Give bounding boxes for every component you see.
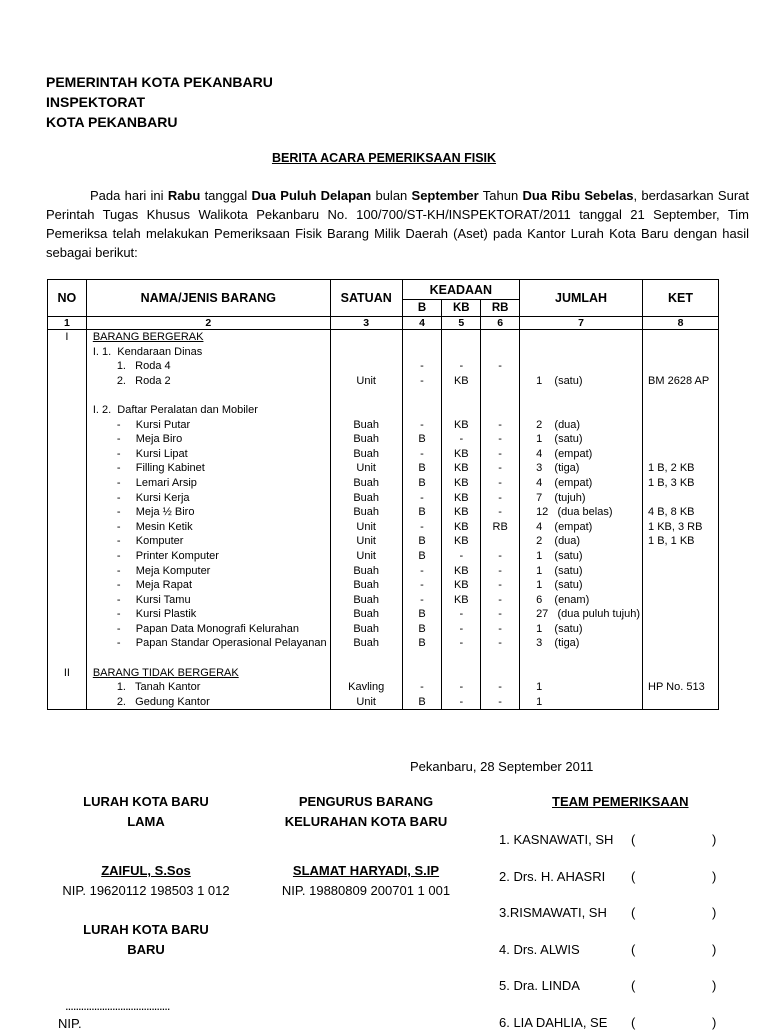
cell-name: BARANG BERGERAK: [92, 331, 204, 343]
cell-jumlah: 3 (tiga): [536, 637, 580, 650]
cell-kb: KB: [453, 579, 469, 592]
cell-kb: -: [459, 695, 464, 708]
signature-paren-open: (: [631, 905, 636, 921]
signature-blank-line: ........................................: [65, 998, 170, 1013]
table-body-row: [48, 330, 719, 710]
cell-b: [403, 345, 442, 360]
cell-ket: [643, 666, 718, 681]
cell-satuan: [331, 651, 402, 666]
cell-no: [48, 388, 86, 403]
cell-rb: RB: [492, 520, 508, 533]
column-jumlah: [520, 330, 643, 710]
cell-rb: -: [498, 549, 502, 562]
column-number-row: [48, 317, 719, 330]
cell-b: [403, 666, 442, 681]
cell-name: - Kursi Tamu: [116, 593, 191, 606]
cell-b: B: [418, 695, 426, 708]
cell-no: [48, 491, 86, 506]
letterhead: [46, 72, 273, 132]
team-member: [499, 832, 729, 852]
cell-b: B: [418, 549, 426, 562]
signature-nip: NIP. 19620112 198503 1 012: [62, 883, 230, 898]
signature-lurah-baru: [46, 920, 246, 960]
cell-ket: [643, 432, 718, 447]
column-no: [48, 330, 87, 710]
cell-satuan: Buah: [353, 491, 380, 504]
cell-name: - Meja Rapat: [116, 579, 193, 592]
cell-name: - Mesin Ketik: [116, 520, 193, 533]
signature-lurah-lama: [46, 792, 246, 901]
cell-no: [48, 534, 86, 549]
cell-b: B: [418, 608, 426, 621]
cell-jumlah: 1 (satu): [536, 374, 583, 387]
signature-paren-close: ): [712, 905, 717, 921]
cell-no: I: [65, 331, 69, 343]
cell-ket: [643, 403, 718, 418]
cell-kb: KB: [453, 564, 469, 577]
cell-satuan: Buah: [353, 447, 380, 460]
cell-name: - Lemari Arsip: [116, 476, 197, 489]
cell-jumlah: 1: [536, 695, 543, 708]
cell-kb: [442, 666, 480, 681]
cell-ket: [643, 636, 718, 651]
cell-satuan: Buah: [353, 637, 380, 650]
signature-paren-close: ): [712, 868, 717, 884]
cell-no: [48, 403, 86, 418]
intro-day: Rabu: [167, 188, 201, 203]
cell-kb: KB: [453, 535, 469, 548]
cell-ket: [643, 359, 718, 374]
cell-satuan: Buah: [353, 622, 380, 635]
cell-ket: [643, 593, 718, 608]
cell-b: B: [418, 433, 426, 446]
signature-title: BARU: [127, 942, 165, 957]
signature-paren-open: (: [631, 1015, 636, 1030]
cell-b: -: [420, 491, 424, 504]
cell-no: [48, 374, 86, 389]
cell-rb: [481, 651, 519, 666]
cell-rb: -: [498, 506, 502, 519]
cell-rb: -: [498, 579, 502, 592]
cell-ket: 1 B, 1 KB: [648, 535, 695, 548]
signature-title: PENGURUS BARANG: [298, 794, 434, 809]
cell-kb: KB: [453, 593, 469, 606]
signature-nip: NIP. 19880809 200701 1 001: [281, 883, 451, 898]
cell-name: I. 2. Daftar Peralatan dan Mobiler: [92, 403, 258, 416]
cell-ket: [643, 549, 718, 564]
cell-name: - Papan Standar Operasional Pelayanan: [116, 637, 327, 650]
cell-satuan: [331, 345, 402, 360]
cell-jumlah: [520, 651, 642, 666]
cell-jumlah: [520, 345, 642, 360]
cell-jumlah: [520, 403, 642, 418]
cell-ket: [643, 564, 718, 579]
cell-b: B: [418, 535, 426, 548]
intro-text: Pada hari ini: [90, 188, 168, 203]
cell-ket: [643, 345, 718, 360]
cell-satuan: Buah: [353, 608, 380, 621]
cell-name: [87, 651, 330, 666]
signature-title: LURAH KOTA BARU: [83, 794, 209, 809]
signature-name: ZAIFUL, S.Sos: [101, 863, 191, 878]
cell-satuan: [331, 359, 402, 374]
cell-kb: -: [459, 637, 464, 650]
cell-name: - Kursi Plastik: [116, 608, 197, 621]
cell-jumlah: 2 (dua): [536, 418, 581, 431]
signature-pengurus-barang: [261, 792, 471, 901]
team-member-name: 1. KASNAWATI, SH: [499, 832, 614, 847]
cell-name: [87, 388, 330, 403]
cell-jumlah: 12 (dua belas): [536, 506, 613, 519]
cell-rb: -: [498, 476, 502, 489]
cell-rb: -: [498, 622, 502, 635]
cell-b: -: [420, 374, 424, 387]
cell-name: - Meja Biro: [116, 433, 183, 446]
cell-satuan: Unit: [356, 695, 376, 708]
cell-ket: [643, 330, 718, 345]
signature-paren-open: (: [631, 868, 636, 884]
document-title: BERITA ACARA PEMERIKSAAN FISIK: [271, 151, 497, 165]
cell-rb: -: [498, 593, 502, 606]
cell-kb: KB: [453, 520, 469, 533]
cell-satuan: Buah: [353, 593, 380, 606]
cell-kb: [442, 330, 480, 345]
cell-ket: HP No. 513: [648, 681, 705, 694]
cell-satuan: [331, 330, 402, 345]
cell-kb: [442, 403, 480, 418]
signature-paren-open: (: [631, 978, 636, 994]
cell-kb: KB: [453, 491, 469, 504]
cell-rb: [481, 345, 519, 360]
cell-jumlah: 4 (empat): [536, 447, 593, 460]
cell-jumlah: 7 (tujuh): [536, 491, 586, 504]
team-title: TEAM PEMERIKSAAN: [552, 794, 689, 809]
team-member-name: 5. Dra. LINDA: [499, 978, 580, 994]
letterhead-line-1: PEMERINTAH KOTA PEKANBARU: [46, 74, 273, 90]
cell-name: 1. Tanah Kantor: [116, 681, 201, 694]
team-member: [499, 942, 729, 962]
cell-satuan: Buah: [353, 433, 380, 446]
cell-name: BARANG TIDAK BERGERAK: [92, 666, 239, 679]
cell-no: [48, 447, 86, 462]
cell-rb: -: [498, 433, 502, 446]
col-number: 2: [86, 317, 330, 330]
cell-rb: [481, 388, 519, 403]
cell-ket: 1 B, 3 KB: [648, 476, 695, 489]
cell-name: - Printer Komputer: [116, 549, 219, 562]
cell-b: -: [420, 579, 424, 592]
cell-jumlah: 27 (dua puluh tujuh): [536, 608, 641, 621]
cell-no: [48, 461, 86, 476]
cell-ket: [643, 491, 718, 506]
cell-rb: -: [498, 608, 502, 621]
team-member-name: 3.RISMAWATI, SH: [499, 905, 607, 921]
cell-satuan: [331, 388, 402, 403]
signature-title: KELURAHAN KOTA BARU: [284, 814, 448, 829]
cell-satuan: Buah: [353, 579, 380, 592]
cell-name: 2. Gedung Kantor: [116, 695, 210, 708]
signature-paren-close: ): [712, 832, 717, 847]
signature-paren-close: ): [712, 978, 717, 994]
team-member-name: 2. Drs. H. AHASRI: [499, 868, 606, 884]
cell-b: [403, 403, 442, 418]
cell-ket: [643, 607, 718, 622]
cell-ket: [643, 622, 718, 637]
col-header-no: NO: [48, 280, 87, 317]
cell-no: [48, 359, 86, 374]
cell-rb: [481, 374, 519, 389]
cell-satuan: Buah: [353, 418, 380, 431]
cell-b: [403, 388, 442, 403]
cell-b: -: [420, 564, 424, 577]
col-number: 4: [402, 317, 442, 330]
cell-jumlah: 2 (dua): [536, 535, 581, 548]
column-ket: [643, 330, 719, 710]
cell-jumlah: [520, 359, 642, 374]
cell-rb: [481, 403, 519, 418]
team-member: [499, 905, 729, 925]
cell-ket: [643, 388, 718, 403]
team-member: [499, 1015, 729, 1035]
cell-satuan: Unit: [356, 374, 376, 387]
cell-kb: [442, 345, 480, 360]
cell-jumlah: 3 (tiga): [536, 462, 580, 475]
cell-kb: KB: [453, 462, 469, 475]
cell-ket: [643, 695, 718, 710]
letterhead-line-3: KOTA PEKANBARU: [46, 114, 178, 130]
cell-kb: KB: [453, 447, 469, 460]
cell-no: [48, 593, 86, 608]
cell-ket: 4 B, 8 KB: [648, 506, 695, 519]
column-b: [402, 330, 442, 710]
team-member: [499, 978, 729, 998]
cell-no: [48, 636, 86, 651]
cell-jumlah: 1 (satu): [536, 622, 583, 635]
cell-jumlah: 1: [536, 681, 543, 694]
cell-kb: KB: [453, 476, 469, 489]
team-member: [499, 869, 729, 889]
cell-rb: [481, 534, 519, 549]
cell-no: [48, 432, 86, 447]
cell-ket: [643, 418, 718, 433]
cell-no: [48, 549, 86, 564]
cell-name: - Kursi Kerja: [116, 491, 190, 504]
cell-rb: -: [498, 491, 502, 504]
cell-ket: [643, 578, 718, 593]
cell-satuan: Buah: [353, 564, 380, 577]
cell-rb: -: [498, 564, 502, 577]
cell-name: - Filling Kabinet: [116, 462, 205, 475]
cell-b: -: [420, 520, 424, 533]
cell-ket: [643, 447, 718, 462]
col-header-nama: NAMA/JENIS BARANG: [86, 280, 330, 317]
cell-b: B: [418, 462, 426, 475]
col-header-rb: RB: [481, 300, 520, 317]
cell-no: [48, 345, 86, 360]
cell-no: [48, 520, 86, 535]
cell-no: [48, 651, 86, 666]
cell-jumlah: 6 (enam): [536, 593, 590, 606]
cell-ket: 1 KB, 3 RB: [648, 520, 703, 533]
cell-b: -: [420, 447, 424, 460]
cell-name: - Kursi Lipat: [116, 447, 188, 460]
cell-ket: 1 B, 2 KB: [648, 462, 695, 475]
cell-kb: -: [459, 681, 464, 694]
intro-text: bulan: [371, 188, 412, 203]
col-number: 6: [481, 317, 520, 330]
intro-date: Dua Puluh Delapan: [251, 188, 372, 203]
intro-text: tanggal: [200, 188, 252, 203]
column-rb: [481, 330, 520, 710]
cell-name: - Papan Data Monografi Kelurahan: [116, 622, 300, 635]
cell-kb: -: [459, 622, 464, 635]
signature-paren-close: ): [712, 941, 717, 957]
cell-no: [48, 680, 86, 695]
cell-name: I. 1. Kendaraan Dinas: [92, 345, 203, 358]
cell-rb: [481, 666, 519, 681]
cell-jumlah: [520, 330, 642, 345]
place-date: Pekanbaru, 28 September 2011: [410, 759, 594, 774]
cell-ket: BM 2628 AP: [648, 374, 710, 387]
col-header-satuan: SATUAN: [330, 280, 402, 317]
cell-rb: -: [498, 637, 502, 650]
cell-no: [48, 622, 86, 637]
cell-kb: -: [459, 608, 464, 621]
cell-rb: [481, 330, 519, 345]
cell-satuan: Unit: [356, 549, 376, 562]
cell-jumlah: 4 (empat): [536, 476, 593, 489]
intro-text: , berdasarkan Surat Perintah Tugas Khusus Walikota Pekanbaru No. 100/700/ST-KH/INSPEKTORAT/2011 tanggal 21 September, Tim Pemeriksa telah melakukan Pemeriksaan Fisik Barang Milik Daerah (Aset) pada Kantor Lurah Kota Baru dengan hasil sebagai berikut:: [46, 188, 749, 260]
column-kb: [442, 330, 481, 710]
cell-ket: [643, 651, 718, 666]
col-number: 7: [520, 317, 643, 330]
col-header-jumlah: JUMLAH: [520, 280, 643, 317]
cell-no: [48, 695, 86, 710]
column-satuan: [330, 330, 402, 710]
cell-no: [48, 476, 86, 491]
cell-no: [48, 607, 86, 622]
cell-no: [48, 578, 86, 593]
cell-kb: [442, 388, 480, 403]
cell-satuan: Unit: [356, 535, 376, 548]
cell-jumlah: 1 (satu): [536, 433, 583, 446]
cell-no: [48, 564, 86, 579]
cell-kb: KB: [453, 374, 469, 387]
cell-b: [403, 651, 442, 666]
cell-kb: KB: [453, 418, 469, 431]
cell-satuan: Buah: [353, 476, 380, 489]
cell-name: - Meja ½ Biro: [116, 506, 195, 519]
intro-year: Dua Ribu Sebelas: [522, 188, 634, 203]
cell-name: - Meja Komputer: [116, 564, 211, 577]
inventory-table: [47, 279, 719, 710]
cell-kb: -: [459, 549, 464, 562]
team-member-name: 6. LIA DAHLIA, SE: [499, 1015, 608, 1030]
signature-title: LAMA: [127, 814, 165, 829]
cell-jumlah: [520, 388, 642, 403]
cell-jumlah: 1 (satu): [536, 564, 583, 577]
signature-name: SLAMAT HARYADI, S.IP: [292, 863, 440, 878]
cell-b: B: [418, 622, 426, 635]
signature-title: LURAH KOTA BARU: [83, 922, 209, 937]
intro-month: September: [411, 188, 479, 203]
intro-text: Tahun: [478, 188, 523, 203]
cell-name: 1. Roda 4: [116, 360, 171, 373]
cell-rb: -: [498, 695, 502, 708]
cell-jumlah: 1 (satu): [536, 549, 583, 562]
col-header-b: B: [402, 300, 442, 317]
cell-b: B: [418, 506, 426, 519]
cell-satuan: [331, 666, 402, 681]
cell-no: II: [63, 666, 70, 679]
signature-paren-open: (: [631, 832, 636, 847]
cell-satuan: Kavling: [348, 681, 385, 694]
cell-kb: -: [459, 360, 464, 373]
cell-jumlah: 1 (satu): [536, 579, 583, 592]
cell-rb: -: [498, 681, 502, 694]
cell-satuan: Unit: [356, 462, 376, 475]
signature-blank-nip: NIP.: [58, 1016, 82, 1031]
column-nama: [86, 330, 330, 710]
col-number: 1: [48, 317, 87, 330]
col-header-keadaan: KEADAAN: [402, 280, 519, 300]
col-number: 8: [643, 317, 719, 330]
cell-b: B: [418, 476, 426, 489]
cell-name: 2. Roda 2: [116, 374, 171, 387]
cell-b: -: [420, 360, 424, 373]
cell-rb: -: [498, 360, 502, 373]
cell-no: [48, 505, 86, 520]
cell-satuan: [331, 403, 402, 418]
cell-rb: -: [498, 447, 502, 460]
signature-paren-open: (: [631, 941, 636, 957]
cell-rb: -: [498, 462, 502, 475]
cell-kb: KB: [453, 506, 469, 519]
cell-satuan: Buah: [353, 506, 380, 519]
cell-b: [403, 330, 442, 345]
signature-paren-close: ): [712, 1015, 717, 1030]
cell-jumlah: [520, 666, 642, 681]
cell-jumlah: 4 (empat): [536, 520, 593, 533]
cell-no: [48, 418, 86, 433]
cell-kb: [442, 651, 480, 666]
col-header-kb: KB: [442, 300, 481, 317]
cell-kb: -: [459, 433, 464, 446]
col-header-ket: KET: [643, 280, 719, 317]
col-number: 3: [330, 317, 402, 330]
col-number: 5: [442, 317, 481, 330]
letterhead-line-2: INSPEKTORAT: [46, 94, 146, 110]
cell-name: - Komputer: [116, 535, 184, 548]
cell-b: B: [418, 637, 426, 650]
cell-b: -: [420, 593, 424, 606]
cell-rb: -: [498, 418, 502, 431]
cell-name: - Kursi Putar: [116, 418, 191, 431]
intro-paragraph: [46, 186, 749, 262]
cell-satuan: Unit: [356, 520, 376, 533]
team-member-name: 4. Drs. ALWIS: [499, 941, 580, 957]
cell-b: -: [420, 418, 424, 431]
cell-b: -: [420, 681, 424, 694]
